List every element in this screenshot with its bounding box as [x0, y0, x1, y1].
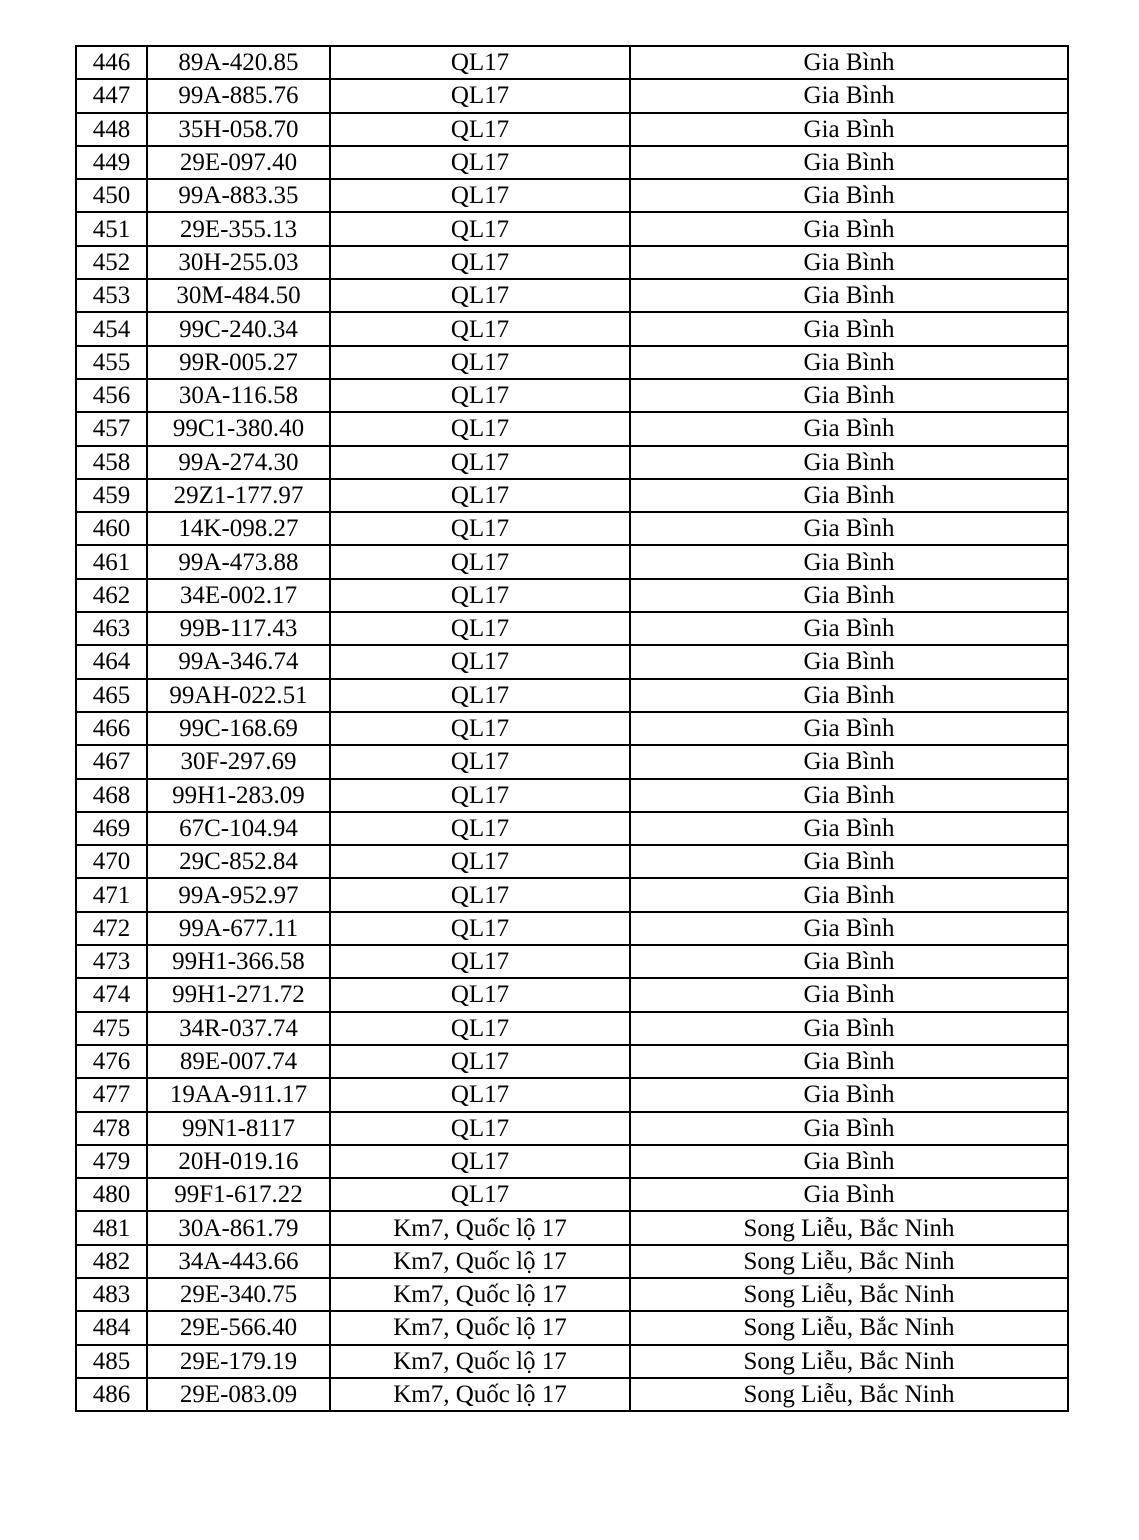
table-row	[76, 379, 1068, 412]
violation-location-cell: QL17	[330, 1078, 630, 1111]
license-plate-cell: 30M-484.50	[147, 279, 330, 312]
area-cell: Gia Bình	[630, 479, 1068, 512]
row-number-cell: 454	[76, 312, 147, 345]
area-cell: Gia Bình	[630, 246, 1068, 279]
area-cell: Gia Bình	[630, 279, 1068, 312]
license-plate-cell: 99A-346.74	[147, 645, 330, 678]
row-number-cell: 473	[76, 945, 147, 978]
area-cell: Gia Bình	[630, 79, 1068, 112]
table-body	[76, 46, 1068, 1411]
violation-location-cell: QL17	[330, 146, 630, 179]
area-cell: Gia Bình	[630, 1178, 1068, 1211]
area-cell: Gia Bình	[630, 179, 1068, 212]
violation-location-cell: QL17	[330, 113, 630, 146]
table-row	[76, 878, 1068, 911]
table-row	[76, 579, 1068, 612]
violation-location-cell: QL17	[330, 512, 630, 545]
row-number-cell: 462	[76, 579, 147, 612]
license-plate-cell: 35H-058.70	[147, 113, 330, 146]
violation-location-cell: QL17	[330, 246, 630, 279]
area-cell: Gia Bình	[630, 645, 1068, 678]
table-row	[76, 312, 1068, 345]
area-cell: Gia Bình	[630, 446, 1068, 479]
table-row	[76, 212, 1068, 245]
license-plate-cell: 99H1-271.72	[147, 978, 330, 1011]
table-row	[76, 912, 1068, 945]
row-number-cell: 486	[76, 1378, 147, 1411]
row-number-cell: 477	[76, 1078, 147, 1111]
row-number-cell: 451	[76, 212, 147, 245]
table-row	[76, 779, 1068, 812]
violation-location-cell: QL17	[330, 346, 630, 379]
license-plate-cell: 99A-274.30	[147, 446, 330, 479]
row-number-cell: 463	[76, 612, 147, 645]
area-cell: Song Liễu, Bắc Ninh	[630, 1245, 1068, 1278]
area-cell: Gia Bình	[630, 1012, 1068, 1045]
table-row	[76, 1078, 1068, 1111]
area-cell: Gia Bình	[630, 1112, 1068, 1145]
violation-location-cell: Km7, Quốc lộ 17	[330, 1278, 630, 1311]
area-cell: Gia Bình	[630, 212, 1068, 245]
row-number-cell: 446	[76, 46, 147, 79]
area-cell: Gia Bình	[630, 779, 1068, 812]
row-number-cell: 458	[76, 446, 147, 479]
license-plate-cell: 14K-098.27	[147, 512, 330, 545]
violation-location-cell: Km7, Quốc lộ 17	[330, 1345, 630, 1378]
violation-location-cell: QL17	[330, 1178, 630, 1211]
violation-location-cell: QL17	[330, 812, 630, 845]
table-row	[76, 113, 1068, 146]
row-number-cell: 460	[76, 512, 147, 545]
row-number-cell: 453	[76, 279, 147, 312]
license-plate-cell: 99F1-617.22	[147, 1178, 330, 1211]
area-cell: Gia Bình	[630, 612, 1068, 645]
license-plate-cell: 29E-340.75	[147, 1278, 330, 1311]
area-cell: Gia Bình	[630, 845, 1068, 878]
violation-location-cell: QL17	[330, 945, 630, 978]
license-plate-cell: 30H-255.03	[147, 246, 330, 279]
table-row	[76, 978, 1068, 1011]
row-number-cell: 478	[76, 1112, 147, 1145]
area-cell: Gia Bình	[630, 679, 1068, 712]
violation-location-cell: QL17	[330, 779, 630, 812]
license-plate-cell: 29E-179.19	[147, 1345, 330, 1378]
license-plate-cell: 99A-885.76	[147, 79, 330, 112]
area-cell: Gia Bình	[630, 812, 1068, 845]
area-cell: Gia Bình	[630, 346, 1068, 379]
violation-location-cell: Km7, Quốc lộ 17	[330, 1211, 630, 1244]
row-number-cell: 465	[76, 679, 147, 712]
row-number-cell: 450	[76, 179, 147, 212]
table-row	[76, 79, 1068, 112]
row-number-cell: 474	[76, 978, 147, 1011]
license-plate-cell: 30F-297.69	[147, 745, 330, 778]
violation-location-cell: QL17	[330, 978, 630, 1011]
license-plate-cell: 99A-952.97	[147, 878, 330, 911]
row-number-cell: 464	[76, 645, 147, 678]
table-row	[76, 246, 1068, 279]
row-number-cell: 449	[76, 146, 147, 179]
row-number-cell: 469	[76, 812, 147, 845]
table-row	[76, 46, 1068, 79]
violation-location-cell: QL17	[330, 579, 630, 612]
violation-location-cell: QL17	[330, 545, 630, 578]
violation-location-cell: QL17	[330, 712, 630, 745]
table-row	[76, 1112, 1068, 1145]
table-row	[76, 446, 1068, 479]
table-row	[76, 645, 1068, 678]
violation-location-cell: QL17	[330, 79, 630, 112]
area-cell: Song Liễu, Bắc Ninh	[630, 1311, 1068, 1344]
table-row	[76, 745, 1068, 778]
area-cell: Gia Bình	[630, 1045, 1068, 1078]
violation-location-cell: Km7, Quốc lộ 17	[330, 1245, 630, 1278]
license-plate-cell: 29E-083.09	[147, 1378, 330, 1411]
area-cell: Gia Bình	[630, 512, 1068, 545]
area-cell: Gia Bình	[630, 579, 1068, 612]
row-number-cell: 452	[76, 246, 147, 279]
row-number-cell: 475	[76, 1012, 147, 1045]
row-number-cell: 456	[76, 379, 147, 412]
table-row	[76, 845, 1068, 878]
license-plate-cell: 34A-443.66	[147, 1245, 330, 1278]
table-row	[76, 1245, 1068, 1278]
license-plate-cell: 89E-007.74	[147, 1045, 330, 1078]
table-row	[76, 1178, 1068, 1211]
row-number-cell: 484	[76, 1311, 147, 1344]
table-row	[76, 679, 1068, 712]
license-plate-cell: 34E-002.17	[147, 579, 330, 612]
license-plate-cell: 99B-117.43	[147, 612, 330, 645]
license-plate-cell: 29C-852.84	[147, 845, 330, 878]
violation-location-cell: QL17	[330, 46, 630, 79]
area-cell: Song Liễu, Bắc Ninh	[630, 1378, 1068, 1411]
violation-location-cell: QL17	[330, 912, 630, 945]
license-plate-cell: 99A-883.35	[147, 179, 330, 212]
row-number-cell: 459	[76, 479, 147, 512]
license-plate-cell: 99R-005.27	[147, 346, 330, 379]
row-number-cell: 480	[76, 1178, 147, 1211]
violation-location-cell: Km7, Quốc lộ 17	[330, 1311, 630, 1344]
row-number-cell: 461	[76, 545, 147, 578]
table-row	[76, 612, 1068, 645]
area-cell: Gia Bình	[630, 1078, 1068, 1111]
violation-location-cell: QL17	[330, 379, 630, 412]
violation-location-cell: QL17	[330, 446, 630, 479]
table-row	[76, 146, 1068, 179]
license-plate-cell: 99C1-380.40	[147, 412, 330, 445]
table-row	[76, 1145, 1068, 1178]
row-number-cell: 481	[76, 1211, 147, 1244]
license-plate-cell: 89A-420.85	[147, 46, 330, 79]
table-row	[76, 945, 1068, 978]
license-plate-cell: 99H1-283.09	[147, 779, 330, 812]
row-number-cell: 448	[76, 113, 147, 146]
violation-location-cell: QL17	[330, 845, 630, 878]
row-number-cell: 479	[76, 1145, 147, 1178]
row-number-cell: 472	[76, 912, 147, 945]
table-row	[76, 1012, 1068, 1045]
license-plate-cell: 34R-037.74	[147, 1012, 330, 1045]
table-row	[76, 1311, 1068, 1344]
area-cell: Gia Bình	[630, 912, 1068, 945]
license-plate-cell: 99A-473.88	[147, 545, 330, 578]
violation-location-cell: QL17	[330, 1145, 630, 1178]
row-number-cell: 455	[76, 346, 147, 379]
row-number-cell: 482	[76, 1245, 147, 1278]
area-cell: Gia Bình	[630, 978, 1068, 1011]
violation-location-cell: QL17	[330, 179, 630, 212]
area-cell: Gia Bình	[630, 878, 1068, 911]
violation-location-cell: QL17	[330, 312, 630, 345]
area-cell: Song Liễu, Bắc Ninh	[630, 1278, 1068, 1311]
license-plate-cell: 99AH-022.51	[147, 679, 330, 712]
area-cell: Gia Bình	[630, 312, 1068, 345]
violation-location-cell: QL17	[330, 1112, 630, 1145]
license-plate-cell: 67C-104.94	[147, 812, 330, 845]
violation-location-cell: QL17	[330, 279, 630, 312]
license-plate-cell: 99A-677.11	[147, 912, 330, 945]
violation-location-cell: QL17	[330, 412, 630, 445]
area-cell: Gia Bình	[630, 712, 1068, 745]
violation-location-cell: QL17	[330, 479, 630, 512]
table-row	[76, 1211, 1068, 1244]
row-number-cell: 485	[76, 1345, 147, 1378]
license-plate-cell: 99N1-8117	[147, 1112, 330, 1145]
area-cell: Gia Bình	[630, 379, 1068, 412]
violation-location-cell: Km7, Quốc lộ 17	[330, 1378, 630, 1411]
table-row	[76, 712, 1068, 745]
table-row	[76, 1345, 1068, 1378]
area-cell: Gia Bình	[630, 745, 1068, 778]
row-number-cell: 457	[76, 412, 147, 445]
area-cell: Gia Bình	[630, 113, 1068, 146]
area-cell: Gia Bình	[630, 412, 1068, 445]
license-plate-cell: 99C-168.69	[147, 712, 330, 745]
license-plate-cell: 20H-019.16	[147, 1145, 330, 1178]
violation-location-cell: QL17	[330, 679, 630, 712]
violation-location-cell: QL17	[330, 645, 630, 678]
license-plate-cell: 99C-240.34	[147, 312, 330, 345]
license-plate-cell: 30A-861.79	[147, 1211, 330, 1244]
row-number-cell: 468	[76, 779, 147, 812]
table-row	[76, 346, 1068, 379]
license-plate-cell: 99H1-366.58	[147, 945, 330, 978]
area-cell: Gia Bình	[630, 545, 1068, 578]
table-row	[76, 479, 1068, 512]
area-cell: Song Liễu, Bắc Ninh	[630, 1345, 1068, 1378]
license-plate-cell: 30A-116.58	[147, 379, 330, 412]
row-number-cell: 471	[76, 878, 147, 911]
area-cell: Song Liễu, Bắc Ninh	[630, 1211, 1068, 1244]
table-row	[76, 512, 1068, 545]
table-row	[76, 1278, 1068, 1311]
license-plate-cell: 29E-566.40	[147, 1311, 330, 1344]
table-row	[76, 412, 1068, 445]
violation-location-cell: QL17	[330, 1012, 630, 1045]
table-row	[76, 179, 1068, 212]
violation-location-cell: QL17	[330, 212, 630, 245]
violation-location-cell: QL17	[330, 878, 630, 911]
license-plate-cell: 29Z1-177.97	[147, 479, 330, 512]
table-row	[76, 279, 1068, 312]
license-plate-cell: 19AA-911.17	[147, 1078, 330, 1111]
row-number-cell: 467	[76, 745, 147, 778]
table-row	[76, 545, 1068, 578]
license-plate-cell: 29E-355.13	[147, 212, 330, 245]
violation-location-cell: QL17	[330, 745, 630, 778]
table-row	[76, 1045, 1068, 1078]
area-cell: Gia Bình	[630, 1145, 1068, 1178]
license-plate-cell: 29E-097.40	[147, 146, 330, 179]
row-number-cell: 447	[76, 79, 147, 112]
violation-location-cell: QL17	[330, 1045, 630, 1078]
row-number-cell: 466	[76, 712, 147, 745]
area-cell: Gia Bình	[630, 945, 1068, 978]
row-number-cell: 470	[76, 845, 147, 878]
violation-location-cell: QL17	[330, 612, 630, 645]
table-row	[76, 1378, 1068, 1411]
row-number-cell: 483	[76, 1278, 147, 1311]
area-cell: Gia Bình	[630, 146, 1068, 179]
table-row	[76, 812, 1068, 845]
row-number-cell: 476	[76, 1045, 147, 1078]
area-cell: Gia Bình	[630, 46, 1068, 79]
vehicle-violation-table	[75, 45, 1069, 1412]
